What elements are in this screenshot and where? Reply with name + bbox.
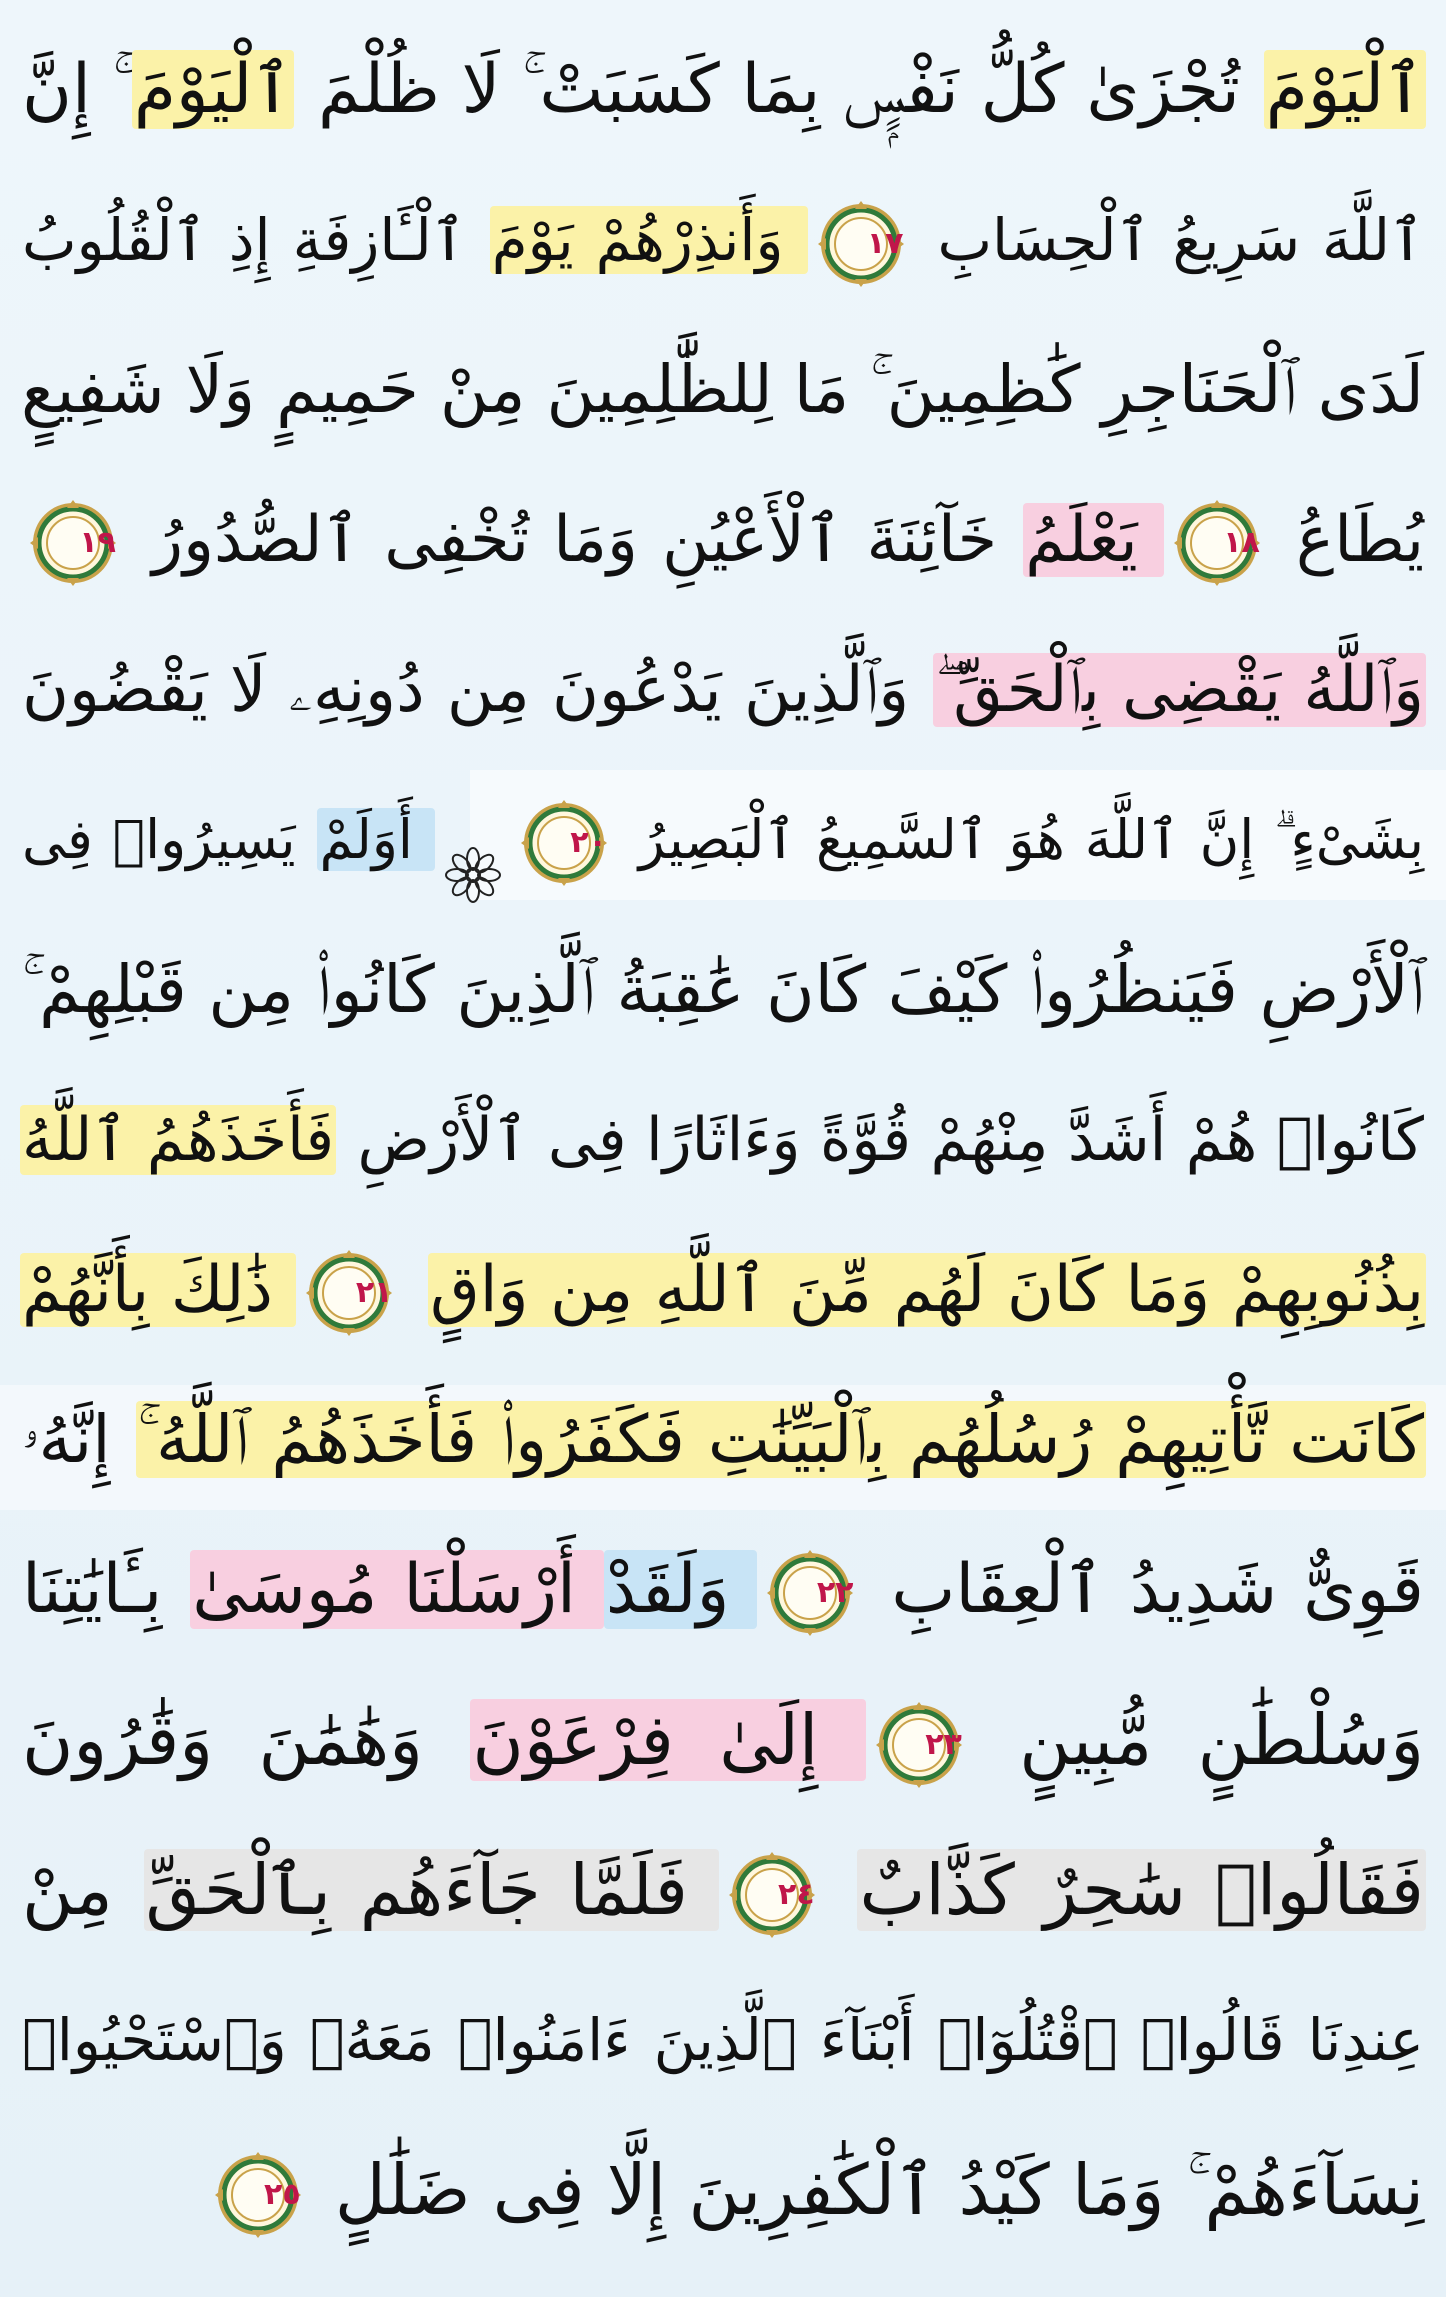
verse-line	[20, 320, 1426, 460]
verse-text: نِسَآءَهُمْ ۚ وَمَا كَيْدُ ٱلْكَٰفِرِينَ إِلَّا فِى ضَلَٰلٍ	[312, 2149, 1424, 2231]
ayah-number-marker[interactable]	[1174, 500, 1260, 586]
verse-text: ٱللَّهَ سَرِيعُ ٱلْحِسَابِ	[915, 206, 1425, 274]
verse-line	[20, 1370, 1426, 1510]
verse-line	[20, 1670, 1426, 1810]
verse-text: ۚ إِنَّ	[22, 50, 130, 129]
highlighted-word: إِلَىٰ فِرْعَوْنَ	[472, 1699, 864, 1781]
highlighted-word: كَانَت تَّأْتِيهِمْ رُسُلُهُم بِٱلْبَيِّنَٰتِ فَكَفَرُوا۟ فَأَخَذَهُمُ ٱللَّهُ ۚ	[137, 1401, 1424, 1478]
verse-text: قَوِىٌّ شَدِيدُ ٱلْعِقَابِ	[865, 1550, 1424, 1629]
highlighted-word: وَأَنذِرْهُمْ يَوْمَ	[491, 206, 806, 274]
hizb-flower-icon	[445, 815, 501, 871]
highlighted-word: وَٱللَّهُ يَقْضِى بِٱلْحَقِّ ۖ	[935, 653, 1424, 727]
verse-text: خَآئِنَةَ ٱلْأَعْيُنِ وَمَا تُخْفِى ٱلصُّدُورُ	[128, 503, 1022, 577]
verse-text: يَسِيرُوا۟ فِى	[22, 808, 316, 871]
highlighted-word: فَقَالُوا۟ سَٰحِرٌ كَذَّابٌ	[859, 1849, 1424, 1931]
verse-text: مِنْ	[22, 1849, 142, 1931]
highlighted-word: ٱلْيَوْمَ	[1265, 50, 1425, 129]
ayah-number: ٢٤	[778, 1876, 815, 1912]
verse-line	[20, 1970, 1426, 2110]
highlighted-word: أَوَلَمْ	[319, 808, 433, 871]
verse-text: تُجْزَىٰ كُلُّ نَفْسٍۭ بِمَا كَسَبَتْ ۚ لَا ظُلْمَ	[296, 50, 1262, 129]
verse-text: عِندِنَا قَالُوا۟ ٱقْتُلُوٓا۟ أَبْنَآءَ ٱلَّذِينَ ءَامَنُوا۟ مَعَهُۥ وَٱسْتَحْيُوا۟	[22, 2006, 1424, 2074]
verse-text: كَانُوا۟ هُمْ أَشَدَّ مِنْهُمْ قُوَّةً وَءَاثَارًا فِى ٱلْأَرْضِ	[338, 1105, 1424, 1175]
ayah-number-marker[interactable]	[521, 800, 607, 886]
verse-line	[20, 620, 1426, 760]
verse-line	[20, 1520, 1426, 1660]
verse-line	[20, 1820, 1426, 1960]
verse-line	[20, 470, 1426, 610]
verse-line	[20, 1220, 1426, 1360]
ayah-number-marker[interactable]	[729, 1852, 815, 1938]
highlighted-word: ذَٰلِكَ بِأَنَّهُمْ	[22, 1253, 295, 1327]
ayah-number-marker[interactable]	[30, 500, 116, 586]
ayah-number: ٢٢	[816, 1575, 854, 1611]
ayah-number: ١٧	[866, 225, 904, 261]
highlighted-word: بِذُنُوبِهِمْ وَمَا كَانَ لَهُم مِّنَ ٱللَّهِ مِن وَاقٍ	[430, 1253, 1424, 1327]
verse-line	[20, 920, 1426, 1060]
verse-text	[402, 1253, 428, 1327]
verse-text: إِنَّهُۥ	[22, 1401, 134, 1478]
verse-line	[20, 770, 1426, 910]
verse-text: يُطَاعُ	[1271, 503, 1424, 577]
verse-text: ٱلْأَرْضِ فَيَنظُرُوا۟ كَيْفَ كَانَ عَٰقِبَةُ ٱلَّذِينَ كَانُوا۟ مِن قَبْلِهِمْ ۚ	[22, 951, 1424, 1028]
verse-line	[20, 170, 1426, 310]
verse-text: ٱلْـَٔازِفَةِ إِذِ ٱلْقُلُوبُ	[22, 206, 488, 274]
verse-text: وَهَٰمَٰنَ وَقَٰرُونَ	[22, 1699, 469, 1781]
highlighted-word: فَأَخَذَهُمُ ٱللَّهُ	[22, 1105, 335, 1175]
verse-text: لَدَى ٱلْحَنَاجِرِ كَٰظِمِينَ ۚ مَا لِلظَّٰلِمِينَ مِنْ حَمِيمٍ وَلَا شَفِيعٍ	[20, 351, 1424, 428]
highlighted-word: وَلَقَدْ	[605, 1550, 756, 1629]
ayah-number: ٢٠	[570, 825, 607, 861]
ayah-number-marker[interactable]	[876, 1702, 962, 1788]
verse-line	[20, 2120, 1426, 2260]
verse-line	[20, 20, 1426, 160]
ayah-number: ٢٥	[264, 2176, 301, 2212]
verse-text	[825, 1849, 858, 1931]
ayah-number: ١٩	[79, 525, 116, 561]
ayah-number-marker[interactable]	[215, 2152, 301, 2238]
verse-text: بِـَٔايَٰتِنَا	[22, 1550, 189, 1629]
verse-line	[20, 1070, 1426, 1210]
ayah-number-marker[interactable]	[767, 1550, 853, 1636]
ayah-number: ١٨	[1223, 525, 1260, 561]
highlighted-word: ٱلْيَوْمَ	[133, 50, 293, 129]
highlighted-word: أَرْسَلْنَا مُوسَىٰ	[192, 1550, 602, 1629]
ayah-number: ٢١	[355, 1275, 393, 1311]
ayah-number: ٢٣	[925, 1726, 962, 1762]
verse-text: وَسُلْطَٰنٍ مُّبِينٍ	[973, 1699, 1425, 1781]
verse-text: وَٱلَّذِينَ يَدْعُونَ مِن دُونِهِۦ لَا يَقْضُونَ	[22, 653, 932, 727]
ayah-number-marker[interactable]	[306, 1250, 392, 1336]
highlighted-word: فَلَمَّا جَآءَهُم بِٱلْحَقِّ	[145, 1849, 717, 1931]
ayah-number-marker[interactable]	[818, 201, 904, 287]
highlighted-word: يَعْلَمُ	[1025, 503, 1162, 577]
verse-text: بِشَىْءٍ ۗ إِنَّ ٱللَّهَ هُوَ ٱلسَّمِيعُ ٱلْبَصِيرُ	[618, 808, 1425, 871]
